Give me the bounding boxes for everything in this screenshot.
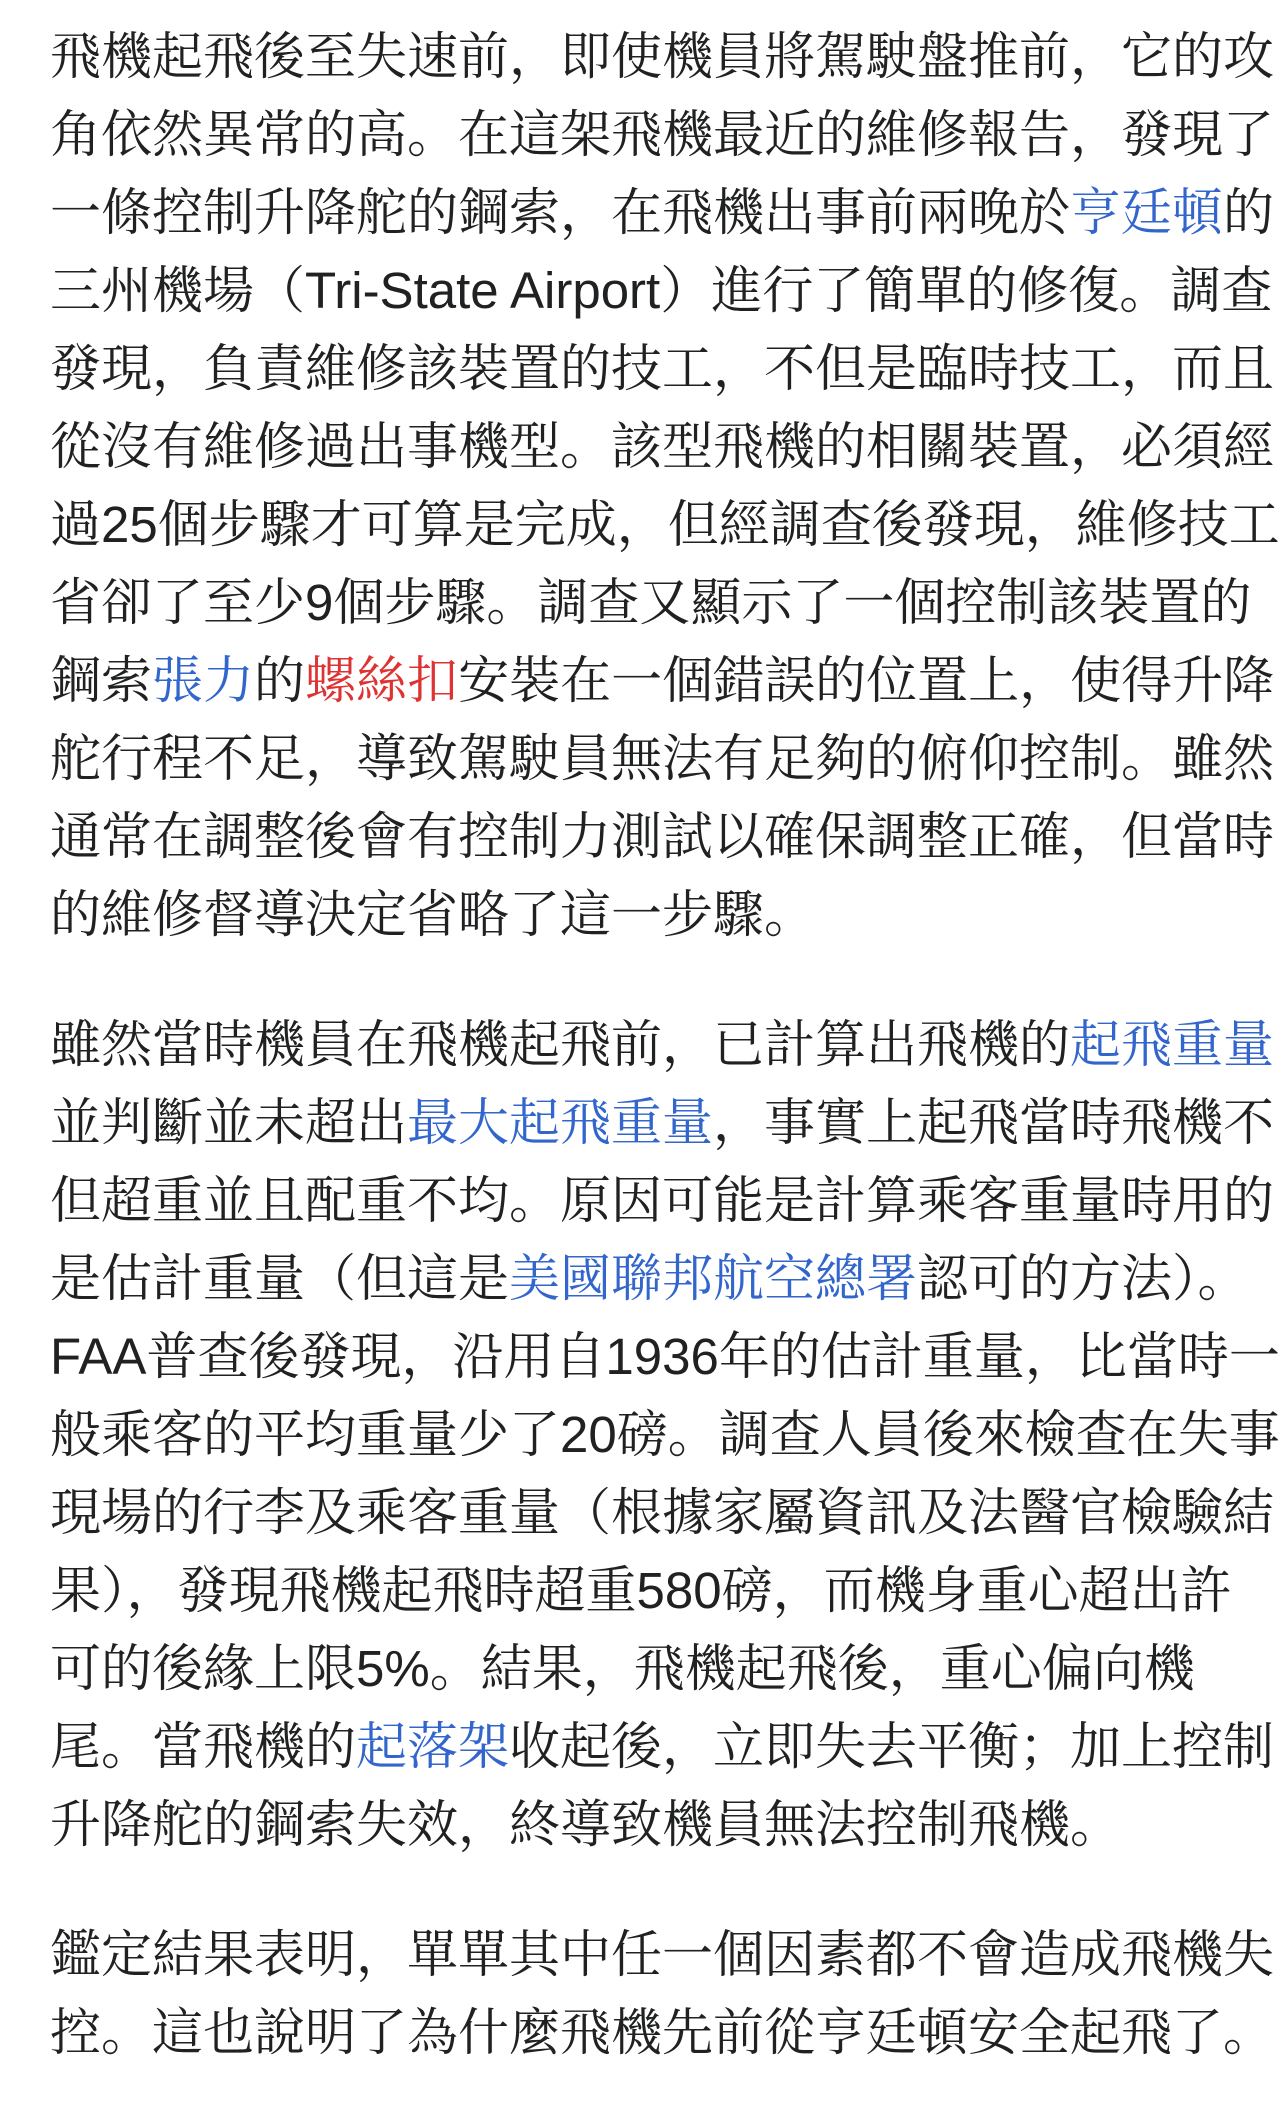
text-run: 三州機場（Tri-State Airport）進行了簡單的修復。調查 [50, 262, 1273, 319]
text-run: 鑑定結果表明，單單其中任一個因素都不會造成飛機失 [50, 1926, 1275, 1983]
text-run: FAA普查後發現，沿用自1936年的估計重量，比當時一 [50, 1328, 1280, 1385]
text-line [50, 252, 1284, 330]
text-run: 雖然當時機員在飛機起飛前，已計算出飛機的 [50, 1016, 1071, 1073]
text-line [50, 1474, 1284, 1552]
text-run: 角依然異常的高。在這架飛機最近的維修報告，發現了 [50, 106, 1275, 163]
paragraph [50, 18, 1284, 954]
text-run: 認可的方法）。 [917, 1250, 1249, 1307]
text-run: 通常在調整後會有控制力測試以確保調整正確，但當時 [50, 808, 1275, 865]
text-run: 控。這也說明了為什麼飛機先前從亨廷頓安全起飛了。 [50, 2004, 1275, 2061]
text-run: 並判斷並未超出 [50, 1094, 408, 1151]
text-run: 的 [254, 652, 306, 709]
text-run: ，事實上起飛當時飛機不 [713, 1094, 1275, 1151]
text-line [50, 1994, 1284, 2072]
text-line [50, 876, 1284, 954]
text-run: 升降舵的鋼索失效，終導致機員無法控制飛機。 [50, 1796, 1122, 1853]
text-line [50, 642, 1284, 720]
text-line [50, 1318, 1284, 1396]
text-run: 但超重並且配重不均。原因可能是計算乘客重量時用的 [50, 1172, 1275, 1229]
paragraph [50, 1006, 1284, 1864]
text-run: 舵行程不足，導致駕駛員無法有足夠的俯仰控制。雖然 [50, 730, 1275, 787]
text-run: 從沒有維修過出事機型。該型飛機的相關裝置，必須經 [50, 418, 1275, 475]
text-run: 果），發現飛機起飛時超重580磅，而機身重心超出許 [50, 1562, 1232, 1619]
text-line [50, 1240, 1284, 1318]
text-line [50, 174, 1284, 252]
wiki-link[interactable]: 亨廷頓 [1070, 184, 1224, 241]
text-line [50, 564, 1284, 642]
wiki-link[interactable]: 美國聯邦航空總署 [509, 1250, 918, 1307]
text-run: 安裝在一個錯誤的位置上，使得升降 [458, 652, 1275, 709]
text-run: 現場的行李及乘客重量（根據家屬資訊及法醫官檢驗結 [50, 1484, 1275, 1541]
text-line [50, 1916, 1284, 1994]
text-run: 鋼索 [50, 652, 153, 709]
text-line [50, 1396, 1284, 1474]
text-line [50, 1084, 1284, 1162]
text-run: 的 [1223, 184, 1275, 241]
text-line [50, 330, 1284, 408]
text-line [50, 96, 1284, 174]
text-run: 是估計重量（但這是 [50, 1250, 510, 1307]
text-line [50, 1162, 1284, 1240]
text-run: 過25個步驟才可算是完成，但經調查後發現，維修技工 [50, 496, 1280, 553]
wiki-link[interactable]: 張力 [152, 652, 255, 709]
text-line [50, 18, 1284, 96]
text-run: 般乘客的平均重量少了20磅。調查人員後來檢查在失事 [50, 1406, 1280, 1463]
text-run: 飛機起飛後至失速前，即使機員將駕駛盤推前，它的攻 [50, 28, 1275, 85]
text-line [50, 720, 1284, 798]
text-run: 的維修督導決定省略了這一步驟。 [50, 886, 816, 943]
wiki-link[interactable]: 起落架 [356, 1718, 510, 1775]
paragraph [50, 1916, 1284, 2072]
red-link[interactable]: 螺絲扣 [305, 652, 459, 709]
text-line [50, 408, 1284, 486]
text-line [50, 1006, 1284, 1084]
text-run: 發現，負責維修該裝置的技工，不但是臨時技工，而且 [50, 340, 1275, 397]
text-line [50, 1552, 1284, 1630]
text-line [50, 798, 1284, 876]
text-line [50, 486, 1284, 564]
wiki-link[interactable]: 起飛重量 [1070, 1016, 1275, 1073]
text-run: 一條控制升降舵的鋼索，在飛機出事前兩晚於 [50, 184, 1071, 241]
wiki-link[interactable]: 最大起飛重量 [407, 1094, 714, 1151]
text-run: 可的後緣上限5%。結果，飛機起飛後，重心偏向機 [50, 1640, 1195, 1697]
text-line [50, 1630, 1284, 1708]
text-run: 省卻了至少9個步驟。調查又顯示了一個控制該裝置的 [50, 574, 1252, 631]
text-run: 收起後，立即失去平衡；加上控制 [509, 1718, 1275, 1775]
text-run: 尾。當飛機的 [50, 1718, 357, 1775]
text-line [50, 1708, 1284, 1786]
text-line [50, 1786, 1284, 1864]
